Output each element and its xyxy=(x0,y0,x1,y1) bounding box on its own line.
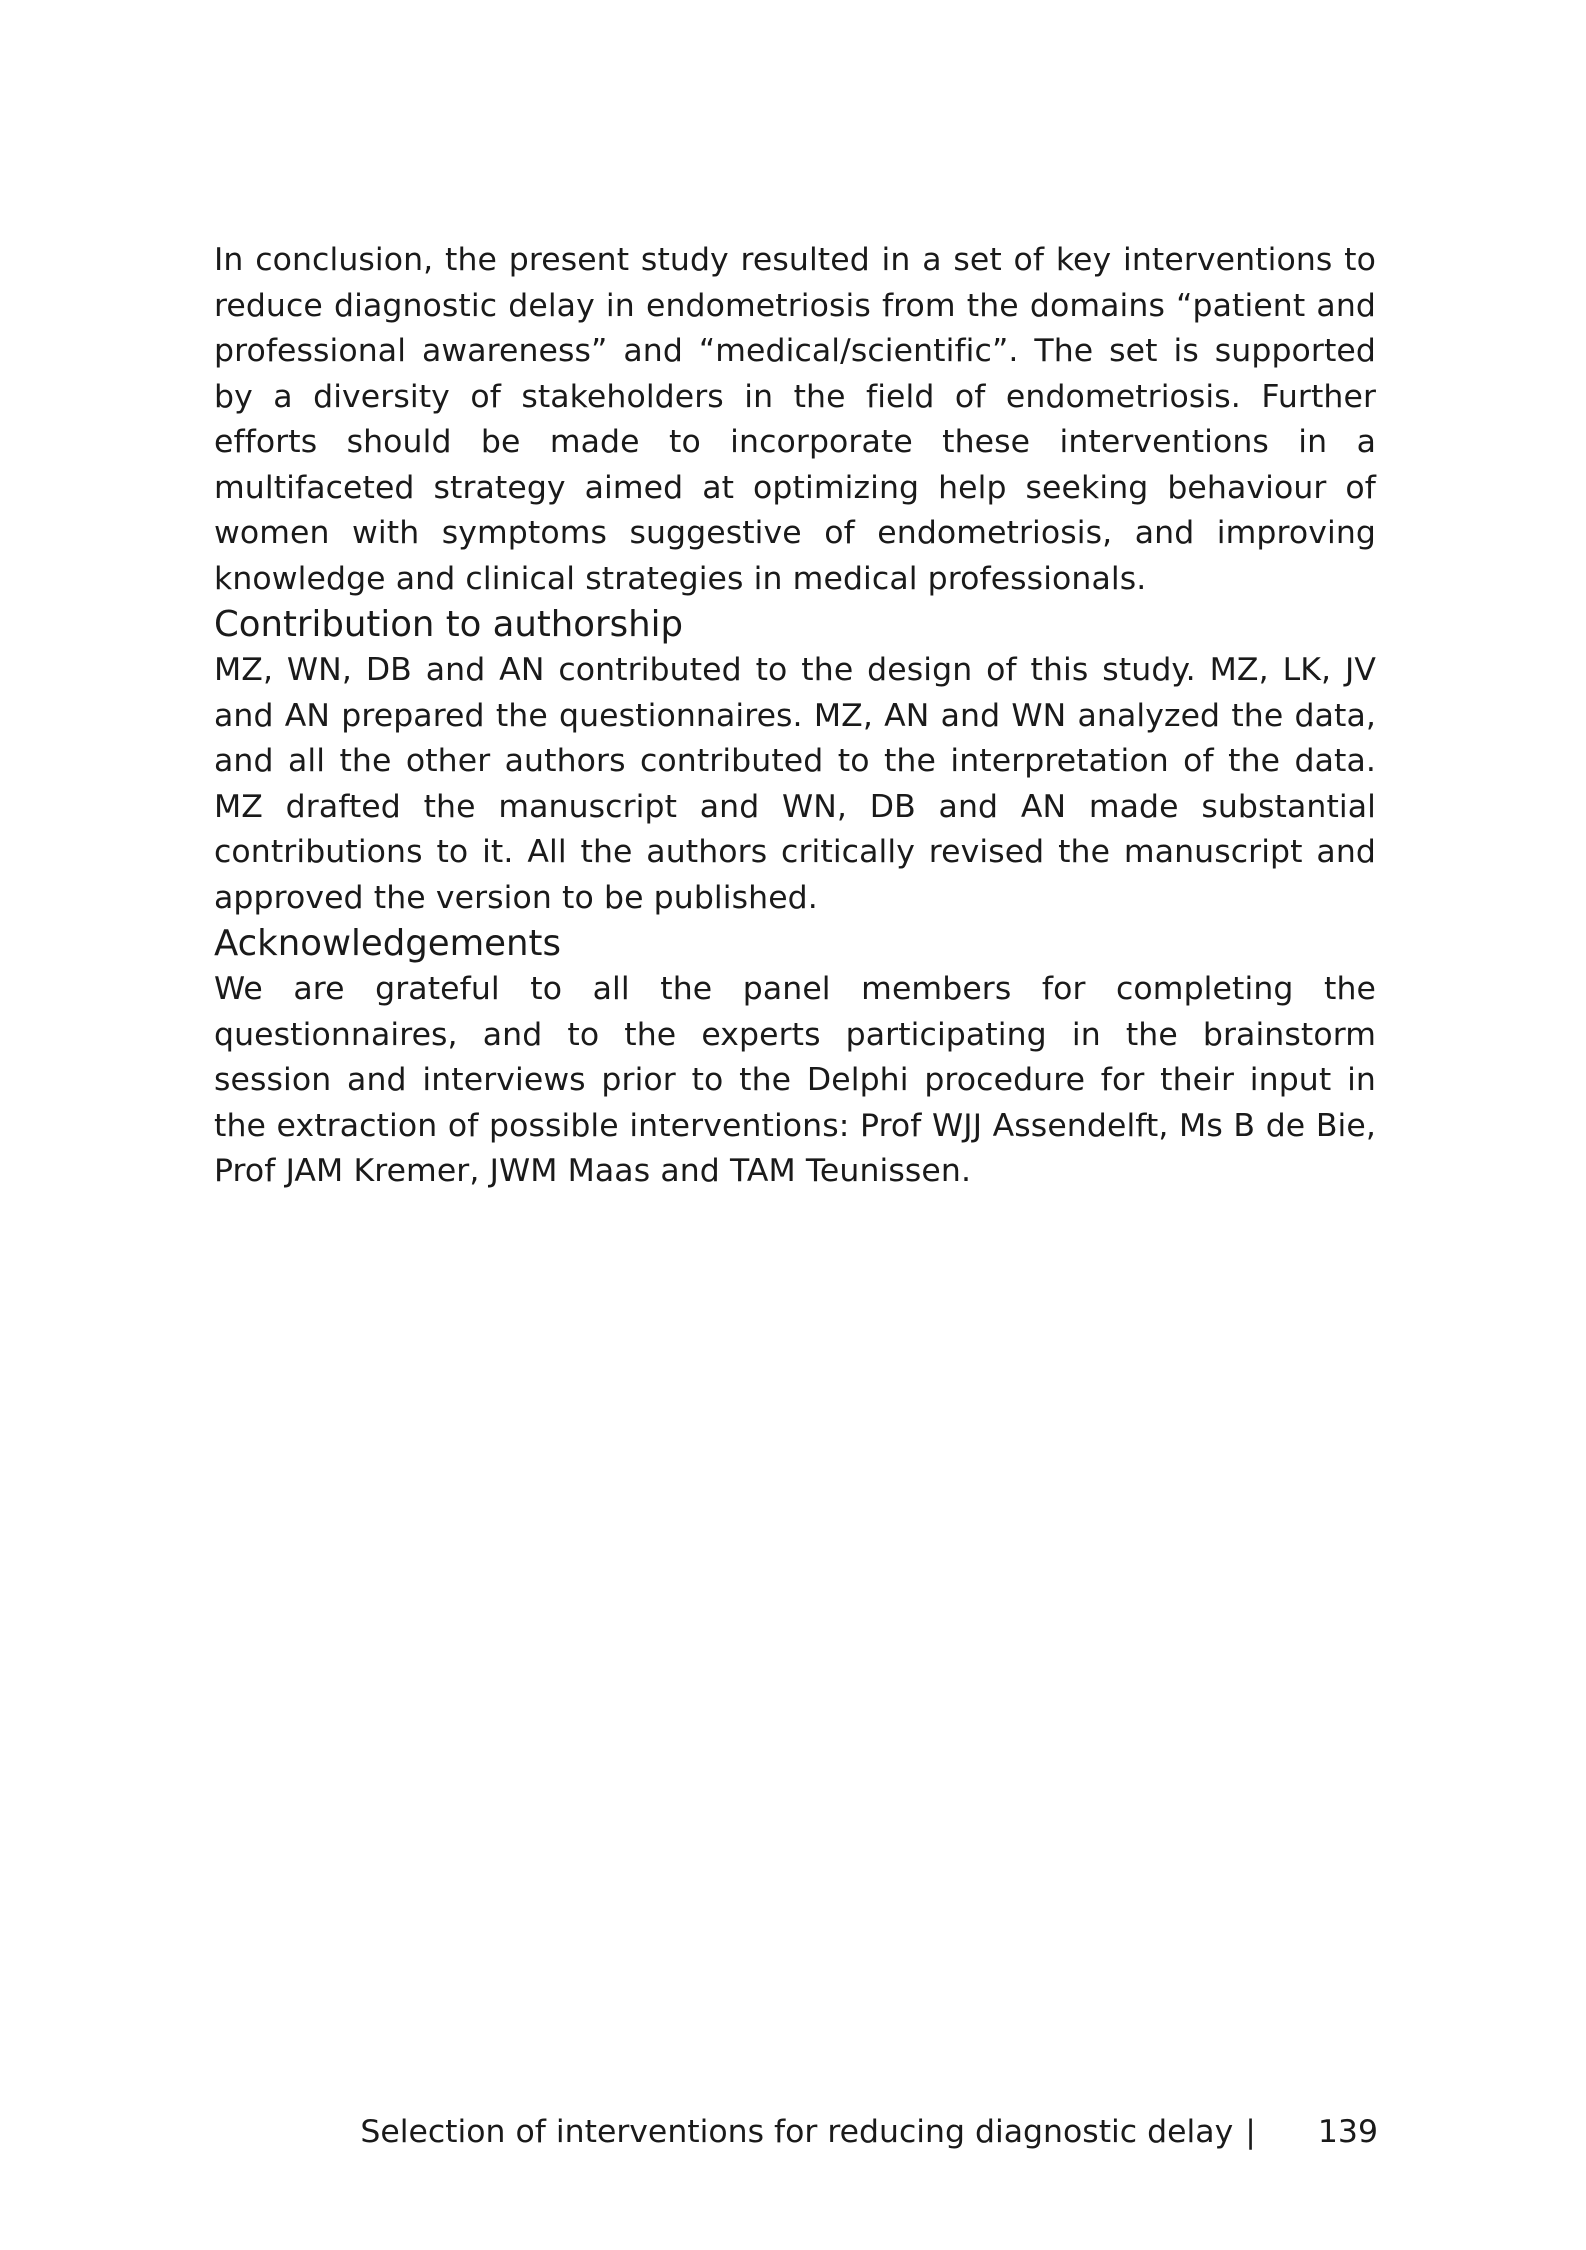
page-content xyxy=(214,238,1376,1195)
page-footer xyxy=(0,2112,1378,2152)
contribution-paragraph: MZ, WN, DB and AN contributed to the design of this study. MZ, LK, JV and AN prepared the questionnaires. MZ, AN and WN analyzed the data, and all the other authors contributed to the interpretation of the data. MZ drafted the manuscript and WN, DB and AN made substantial contributions to it. All the authors critically revised the manuscript and approved the version to be published. xyxy=(214,652,1376,916)
footer-separator: | xyxy=(1245,2114,1256,2150)
contribution-heading: Contribution to authorship xyxy=(214,604,684,645)
conclusion-paragraph: In conclusion, the present study resulted in a set of key interventions to reduce diagnostic delay in endometriosis from the domains “patient and professional awareness” and “medical/scientific”. The set is supported by a diversity of stakeholders in the field of endometriosis. Further efforts should be made to incorporate these interventions in a multifaceted strategy aimed at optimizing help seeking behaviour of women with symptoms suggestive of endometriosis, and improving knowledge and clinical strategies in medical professionals. xyxy=(214,242,1376,597)
page-number: 139 xyxy=(1317,2114,1378,2150)
acknowledgements-heading: Acknowledgements xyxy=(214,923,561,964)
acknowledgements-paragraph: We are grateful to all the panel members for completing the questionnaires, and to the experts participating in the brainstorm session and interviews prior to the Delphi procedure for their input in the extraction of possible interventions: Prof WJJ Assendelft, Ms B de Bie, Prof JAM Kremer, JWM Maas and TAM Teunissen. xyxy=(214,971,1376,1189)
running-title: Selection of interventions for reducing diagnostic delay xyxy=(360,2114,1234,2150)
